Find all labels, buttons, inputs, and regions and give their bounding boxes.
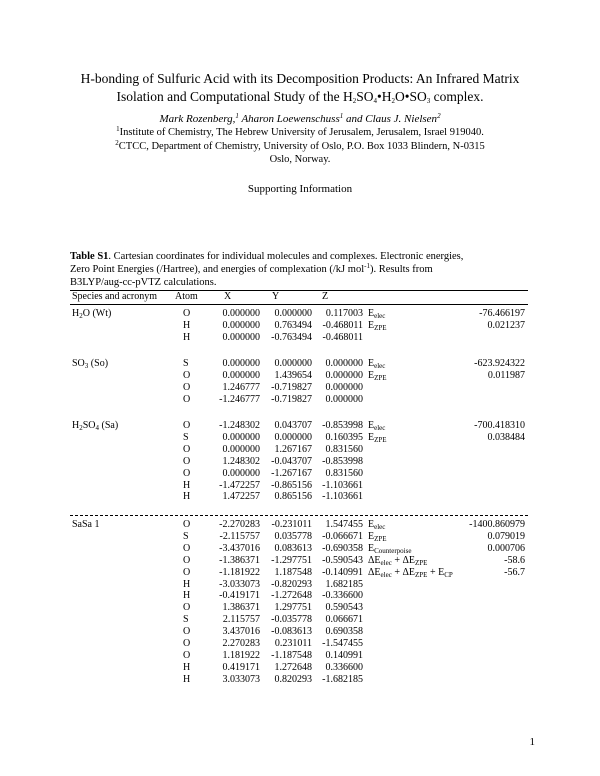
atom-cell: O <box>183 308 191 319</box>
atom-cell: O <box>183 542 191 554</box>
atom-cell: O <box>183 369 191 381</box>
x-cell: 2.115757 <box>222 614 260 626</box>
atom-cell: H <box>183 578 191 590</box>
z-cell: 0.140991 <box>325 649 363 661</box>
x-cell: 1.246777 <box>222 381 260 393</box>
energy-value: 0.000706 <box>487 542 525 554</box>
y-cell: 1.272648 <box>274 661 312 673</box>
atom-cell: O <box>183 649 191 661</box>
z-cell: 1.547455 <box>325 519 363 530</box>
y-cell: -1.272648 <box>271 590 312 602</box>
z-cell: 0.160395 <box>325 431 363 443</box>
z-cell: 0.000000 <box>325 358 363 369</box>
energy-label: $E_{ZPE}$ <box>368 369 387 382</box>
author-3: and Claus J. Nielsen <box>343 113 438 125</box>
x-cell: 0.000000 <box>222 431 260 443</box>
energy-label: $E_{ZPE}$ <box>368 530 387 543</box>
z-cell: 0.690358 <box>325 626 363 638</box>
y-cell: -0.035778 <box>271 614 312 626</box>
y-cell: 1.267167 <box>274 443 312 455</box>
energy-value: 0.079019 <box>487 530 525 542</box>
affiliation-1: $^1$Institute of Chemistry, The Hebrew University of Jerusalem, Jerusalem, Israel 919040. <box>116 125 484 138</box>
affiliation-2: $^2$CTCC, Department of Chemistry, University of Oslo, P.O. Box 1033 Blindern, N-0315 Oslo, Norway. <box>115 139 485 165</box>
z-cell: 0.590543 <box>325 602 363 614</box>
energy-label: $E_{ZPE}$ <box>368 319 387 332</box>
y-cell: -0.820293 <box>271 578 312 590</box>
paper-title <box>40 70 560 106</box>
energy-label: $\Delta E_{elec} + \Delta E_{ZPE} + E_{CP}$ <box>368 566 453 579</box>
y-cell: -0.763494 <box>271 331 312 343</box>
header-z: Z <box>322 291 329 302</box>
y-cell: 0.763494 <box>274 319 312 331</box>
atom-cell: O <box>183 602 191 614</box>
y-cell: -0.719827 <box>271 381 312 393</box>
energy-label: $E_{elec}$ <box>368 358 386 370</box>
energy-label: $E_{elec}$ <box>368 519 386 531</box>
table-caption: Table S1. Cartesian coordinates for individual molecules and complexes. Electronic energies, Zero Point Energies (/Hartree), and energies of complexation (/kJ mol$^{-1}$). Results from B3LYP/aug-cc-pVTZ calculations. <box>70 251 464 288</box>
atom-cell: H <box>183 491 191 503</box>
y-cell: 0.820293 <box>274 673 312 685</box>
energy-value: -76.466197 <box>479 308 525 319</box>
species-label: $H_2O$ (Wt) <box>72 308 112 320</box>
atom-cell: S <box>183 358 189 369</box>
atom-cell: O <box>183 393 191 405</box>
y-cell: 1.187548 <box>274 566 312 578</box>
atom-cell: O <box>183 519 191 530</box>
energy-value: 0.011987 <box>487 369 525 381</box>
atom-cell: O <box>183 455 191 467</box>
z-cell: -1.547455 <box>322 638 363 649</box>
z-cell: -0.690358 <box>322 542 363 554</box>
atom-cell: S <box>183 530 189 542</box>
z-cell: -0.336600 <box>322 590 363 602</box>
y-cell: 0.000000 <box>274 358 312 369</box>
z-cell: 0.000000 <box>325 393 363 405</box>
y-cell: 0.231011 <box>274 638 312 649</box>
x-cell: -1.248302 <box>219 420 260 431</box>
z-cell: -0.468011 <box>322 319 363 331</box>
z-cell: -0.590543 <box>322 554 363 566</box>
x-cell: 0.000000 <box>222 308 260 319</box>
authors: Mark Rozenberg,$^1$ Aharon Loewenschuss$^1$ and Claus J. Nielsen$^2$ <box>159 112 441 125</box>
x-cell: -3.437016 <box>219 542 260 554</box>
x-cell: 0.000000 <box>222 369 260 381</box>
y-cell: -0.719827 <box>271 393 312 405</box>
x-cell: 0.000000 <box>222 319 260 331</box>
x-cell: 2.270283 <box>222 638 260 649</box>
energy-label: $E_{elec}$ <box>368 420 386 432</box>
energy-label: $E_{ZPE}$ <box>368 431 387 444</box>
header-y: Y <box>272 291 280 302</box>
z-cell: -0.468011 <box>322 331 363 343</box>
atom-cell: H <box>183 479 191 491</box>
y-cell: 0.043707 <box>274 420 312 431</box>
species-label: $H_2SO_4$ (Sa) <box>72 420 119 432</box>
y-cell: -0.083613 <box>271 626 312 638</box>
atom-cell: O <box>183 420 191 431</box>
energy-value: 0.021237 <box>487 319 525 331</box>
atom-cell: H <box>183 673 191 685</box>
z-cell: -1.103661 <box>322 479 363 491</box>
x-cell: 3.437016 <box>222 626 260 638</box>
z-cell: -1.103661 <box>322 491 363 503</box>
header-atom: Atom <box>175 291 198 302</box>
z-cell: 0.000000 <box>325 381 363 393</box>
atom-cell: H <box>183 331 191 343</box>
x-cell: 1.386371 <box>222 602 260 614</box>
page-number: 1 <box>529 736 535 748</box>
author-2: Aharon Loewenschuss <box>238 113 340 125</box>
title-line-1: H-bonding of Sulfuric Acid with its Decomposition Products: An Infrared Matrix <box>80 71 520 86</box>
energy-label: $E_{Counterpoise}$ <box>368 542 412 555</box>
z-cell: 0.066671 <box>325 614 363 626</box>
y-cell: 0.000000 <box>274 308 312 319</box>
x-cell: -1.181922 <box>219 566 260 578</box>
energy-value: -1400.860979 <box>469 519 525 530</box>
atom-cell: O <box>183 381 191 393</box>
z-cell: -0.853998 <box>322 420 363 431</box>
x-cell: 1.181922 <box>222 649 260 661</box>
x-cell: 3.033073 <box>222 673 260 685</box>
header-x: X <box>224 291 232 302</box>
x-cell: -1.246777 <box>219 393 260 405</box>
energy-value: -58.6 <box>504 554 525 566</box>
y-cell: -1.267167 <box>271 467 312 479</box>
z-cell: -0.066671 <box>322 530 363 542</box>
title-line-2: Isolation and Computational Study of the $H_2SO_4•H_2O•SO_3$ complex. <box>116 89 484 105</box>
x-cell: -2.115757 <box>219 530 260 542</box>
x-cell: -2.270283 <box>219 519 260 530</box>
atom-cell: O <box>183 554 191 566</box>
atom-cell: S <box>183 431 189 443</box>
z-cell: -0.140991 <box>322 566 363 578</box>
z-cell: 0.336600 <box>325 661 363 673</box>
atom-cell: H <box>183 319 191 331</box>
z-cell: 0.000000 <box>325 369 363 381</box>
x-cell: -1.386371 <box>219 554 260 566</box>
x-cell: 0.419171 <box>222 661 260 673</box>
table-header-rule <box>70 304 528 305</box>
y-cell: 0.000000 <box>274 431 312 443</box>
y-cell: 1.439654 <box>274 369 312 381</box>
z-cell: 0.117003 <box>325 308 363 319</box>
atom-cell: O <box>183 443 191 455</box>
x-cell: 0.000000 <box>222 467 260 479</box>
species-label: SaSa 1 <box>72 519 100 530</box>
y-cell: 1.297751 <box>274 602 312 614</box>
x-cell: -0.419171 <box>219 590 260 602</box>
energy-value: -56.7 <box>504 566 525 578</box>
z-cell: -0.853998 <box>322 455 363 467</box>
species-label: $SO_3$ (So) <box>72 358 109 370</box>
x-cell: -3.033073 <box>219 578 260 590</box>
energy-label: $\Delta E_{elec} + \Delta E_{ZPE}$ <box>368 554 428 567</box>
y-cell: -0.231011 <box>271 519 312 530</box>
y-cell: 0.035778 <box>274 530 312 542</box>
energy-value: 0.038484 <box>487 431 525 443</box>
energy-value: -700.418310 <box>474 420 525 431</box>
x-cell: 0.000000 <box>222 331 260 343</box>
y-cell: 0.865156 <box>274 491 312 503</box>
z-cell: 0.831560 <box>325 443 363 455</box>
header-species: Species and acronym <box>72 291 157 302</box>
z-cell: 1.682185 <box>325 578 363 590</box>
x-cell: 0.000000 <box>222 443 260 455</box>
atom-cell: O <box>183 566 191 578</box>
atom-cell: H <box>183 590 191 602</box>
supporting-information-heading: Supporting Information <box>247 183 353 195</box>
complex-separator-rule <box>70 515 528 516</box>
energy-value: -623.924322 <box>474 358 525 369</box>
y-cell: -1.297751 <box>271 554 312 566</box>
y-cell: 0.083613 <box>274 542 312 554</box>
energy-label: $E_{elec}$ <box>368 308 386 320</box>
y-cell: -1.187548 <box>271 649 312 661</box>
x-cell: -1.472257 <box>219 479 260 491</box>
atom-cell: O <box>183 638 191 649</box>
x-cell: 1.248302 <box>222 455 260 467</box>
x-cell: 0.000000 <box>222 358 260 369</box>
y-cell: -0.043707 <box>271 455 312 467</box>
z-cell: -1.682185 <box>322 673 363 685</box>
atom-cell: S <box>183 614 189 626</box>
atom-cell: H <box>183 661 191 673</box>
y-cell: -0.865156 <box>271 479 312 491</box>
author-1: Mark Rozenberg, <box>159 113 236 125</box>
atom-cell: O <box>183 467 191 479</box>
atom-cell: O <box>183 626 191 638</box>
z-cell: 0.831560 <box>325 467 363 479</box>
x-cell: 1.472257 <box>222 491 260 503</box>
